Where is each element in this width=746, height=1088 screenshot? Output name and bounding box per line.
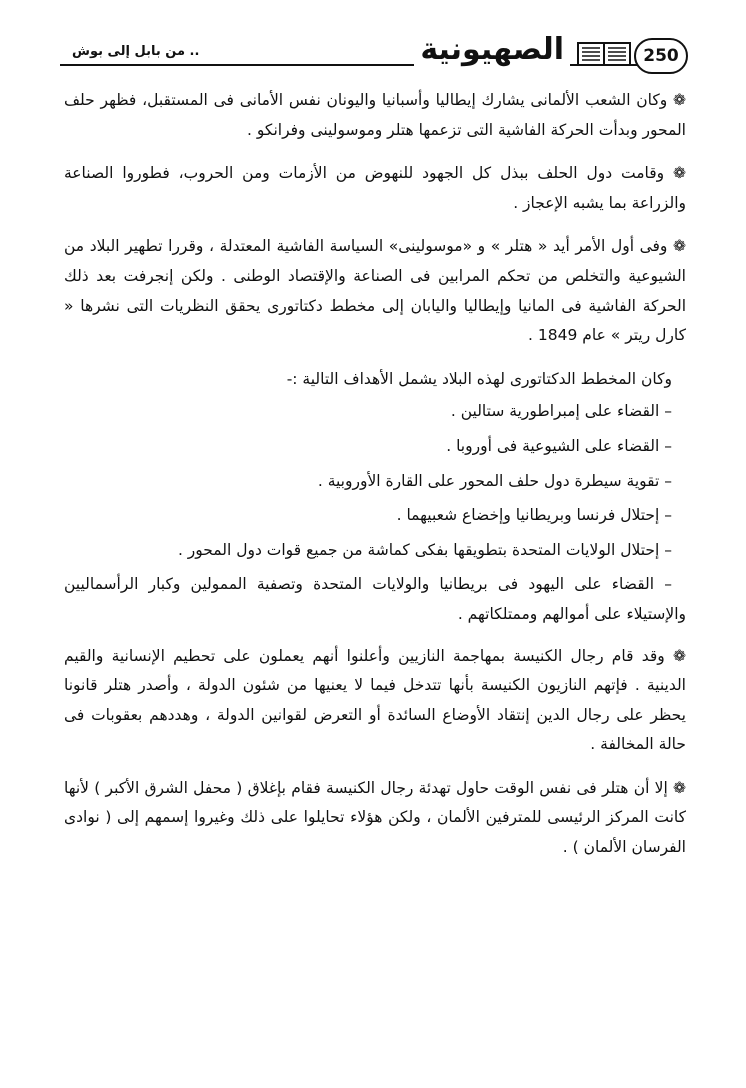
paragraph-2: ❁ وقامت دول الحلف ببذل كل الجهود للنهوض من الأزمات ومن الحروب، فطوروا الصناعة والزراعة بما يشبه الإعجاز . [64, 164, 686, 212]
book-icon [576, 40, 632, 68]
list-item: – القضاء على إمبراطورية ستالين . [450, 402, 672, 421]
page-number: 250 [634, 38, 688, 74]
paragraph-1: ❁ وكان الشعب الألمانى يشارك إيطاليا وأسبانيا واليونان نفس الأمانى فى المستقبل، فظهر حلف المحور وبدأت الحركة الفاشية التى تزعمها هتلر وموسولينى وفرانكو . [64, 91, 686, 139]
paragraph-4: ❁ وقد قام رجال الكنيسة بمهاجمة النازيين وأعلنوا أنهم يعملون على تحطيم الإنسانية والقيم الدينية . فإتهم النازيون الكنيسة بأنها تتدخل فيما لا يعنيها من شئون الدولة ، وأصدر هتلر قانونا يحظر على رجال الدين إنتقاد الأوضاع السائدة أو التعرض لقوانين الدولة ، وهددهم بعقوبات فى حالة المخالفة . [64, 646, 686, 754]
list-item: – إحتلال الولايات المتحدة بتطويقها بفكى كماشة من جميع قوات دول المحور . [177, 540, 672, 559]
header-title: الصهيونية [414, 30, 570, 70]
list-item: – تقوية سيطرة دول حلف المحور على القارة الأوروبية . [317, 471, 672, 490]
paragraph-5: ❁ إلا أن هتلر فى نفس الوقت حاول تهدئة رجال الكنيسة فقام بإغلاق ( محفل الشرق الأكبر ) لأنها كانت المركز الرئيسى للمترفين الألمان ، ولكن هؤلاء تحايلوا على ذلك وغيروا إسمهم إلى ( نوادى الفرسان الألمان ) . [64, 778, 686, 857]
goals-list [64, 397, 686, 629]
page-header [60, 28, 688, 78]
main-text [64, 86, 686, 877]
paragraph-3: ❁ وفى أول الأمر أيد « هتلر » و «موسولينى» السياسة الفاشية المعتدلة ، وقررا تطهير البلاد من الشيوعية والتخلص من تحكم المرابين فى الصناعة والإقتصاد الوطنى . ولكن إنجرفت بعد ذلك الحركة الفاشية فى المانيا وإيطاليا واليابان إلى مخطط دكتاتورى يحقق النظريات التى نشرها « كارل ريتر » عام 1849 . [64, 237, 686, 345]
list-item: – القضاء على اليهود فى بريطانيا والولايات المتحدة وتصفية الممولين وكبار الرأسماليين والإستيلاء على أموالهم وممتلكاتهم . [64, 575, 686, 623]
header-subtitle: .. من بابل إلى بوش [68, 42, 203, 62]
goals-intro: وكان المخطط الدكتاتورى لهذه البلاد يشمل الأهداف التالية :- [286, 369, 672, 388]
list-item: – إحتلال فرنسا وبريطانيا وإخضاع شعبيهما . [396, 506, 672, 525]
list-item: – القضاء على الشيوعية فى أوروبا . [446, 436, 672, 455]
